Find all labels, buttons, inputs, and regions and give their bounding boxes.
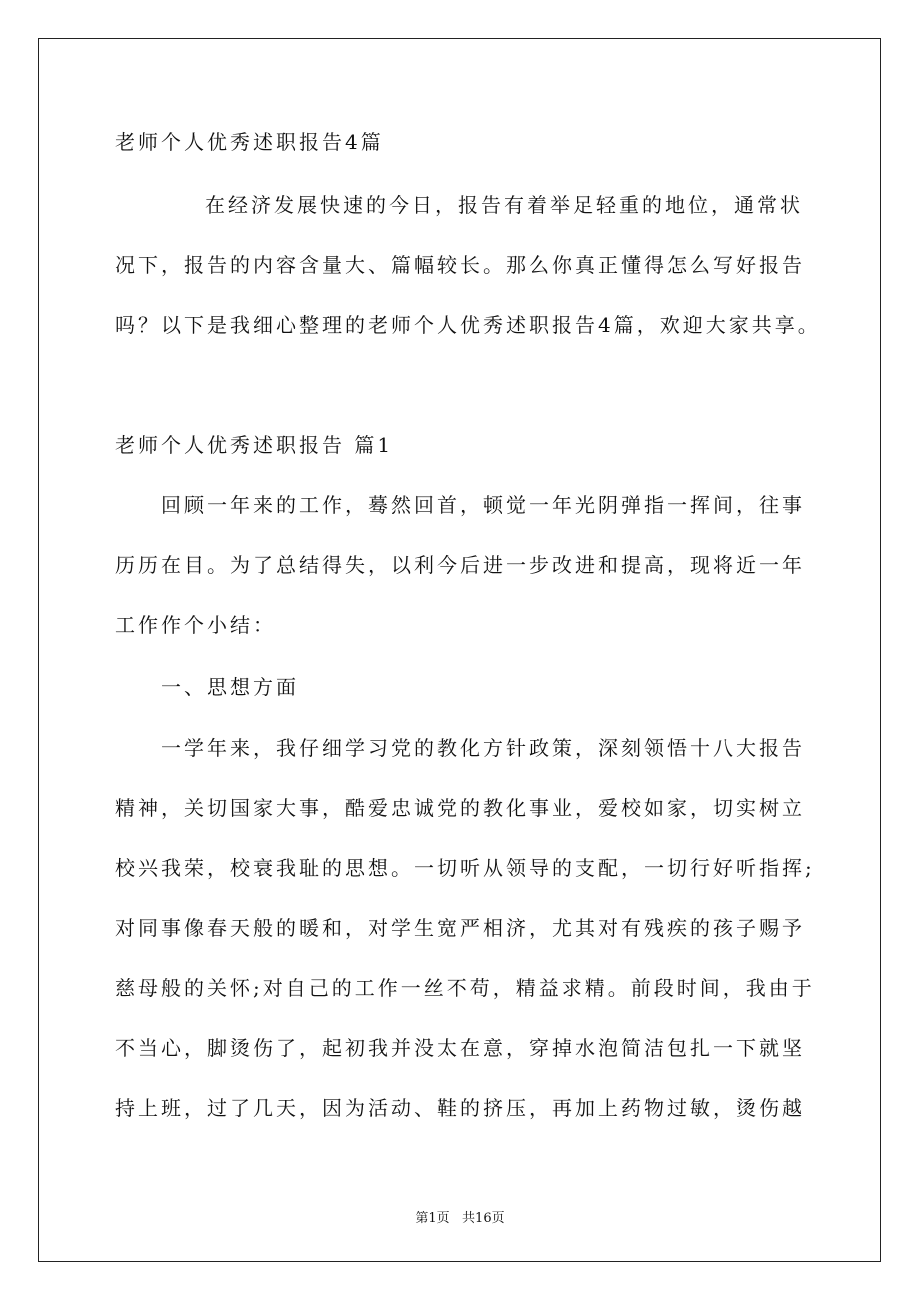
body-line: 历历在目。为了总结得失，以利今后进一步改进和提高，现将近一年	[115, 553, 805, 577]
body-line: 一学年来，我仔细学习党的教化方针政策，深刻领悟十八大报告	[161, 736, 805, 760]
body-line: 校兴我荣，校衰我耻的思想。一切听从领导的支配，一切行好听指挥;	[115, 856, 815, 880]
intro-line: 况下，报告的内容含量大、篇幅较长。那么你真正懂得怎么写好报告	[115, 253, 805, 277]
subheading: 一、思想方面	[161, 675, 299, 699]
page-number-footer: 第1页 共16页	[415, 1211, 505, 1226]
body-line: 工作作个小结：	[115, 613, 276, 637]
body-line: 对同事像春天般的暖和，对学生宽严相济，尤其对有残疾的孩子赐予	[115, 916, 805, 940]
intro-line: 在经济发展快速的今日，报告有着举足轻重的地位，通常状	[205, 193, 803, 217]
body-line: 回顾一年来的工作，蓦然回首，顿觉一年光阴弹指一挥间，往事	[161, 493, 805, 517]
body-line: 精神，关切国家大事，酷爱忠诚党的教化事业，爱校如家，切实树立	[115, 796, 805, 820]
intro-line: 吗？以下是我细心整理的老师个人优秀述职报告4篇，欢迎大家共享。	[115, 313, 821, 337]
page-border	[38, 38, 881, 1262]
body-line: 慈母般的关怀;对自己的工作一丝不苟，精益求精。前段时间，我由于	[115, 976, 815, 1000]
body-line: 持上班，过了几天，因为活动、鞋的挤压，再加上药物过敏，烫伤越	[115, 1096, 805, 1120]
document-title: 老师个人优秀述职报告4篇	[115, 130, 384, 154]
body-line: 不当心，脚烫伤了，起初我并没太在意，穿掉水泡简洁包扎一下就坚	[115, 1036, 805, 1060]
section-title: 老师个人优秀述职报告 篇1	[115, 433, 394, 457]
